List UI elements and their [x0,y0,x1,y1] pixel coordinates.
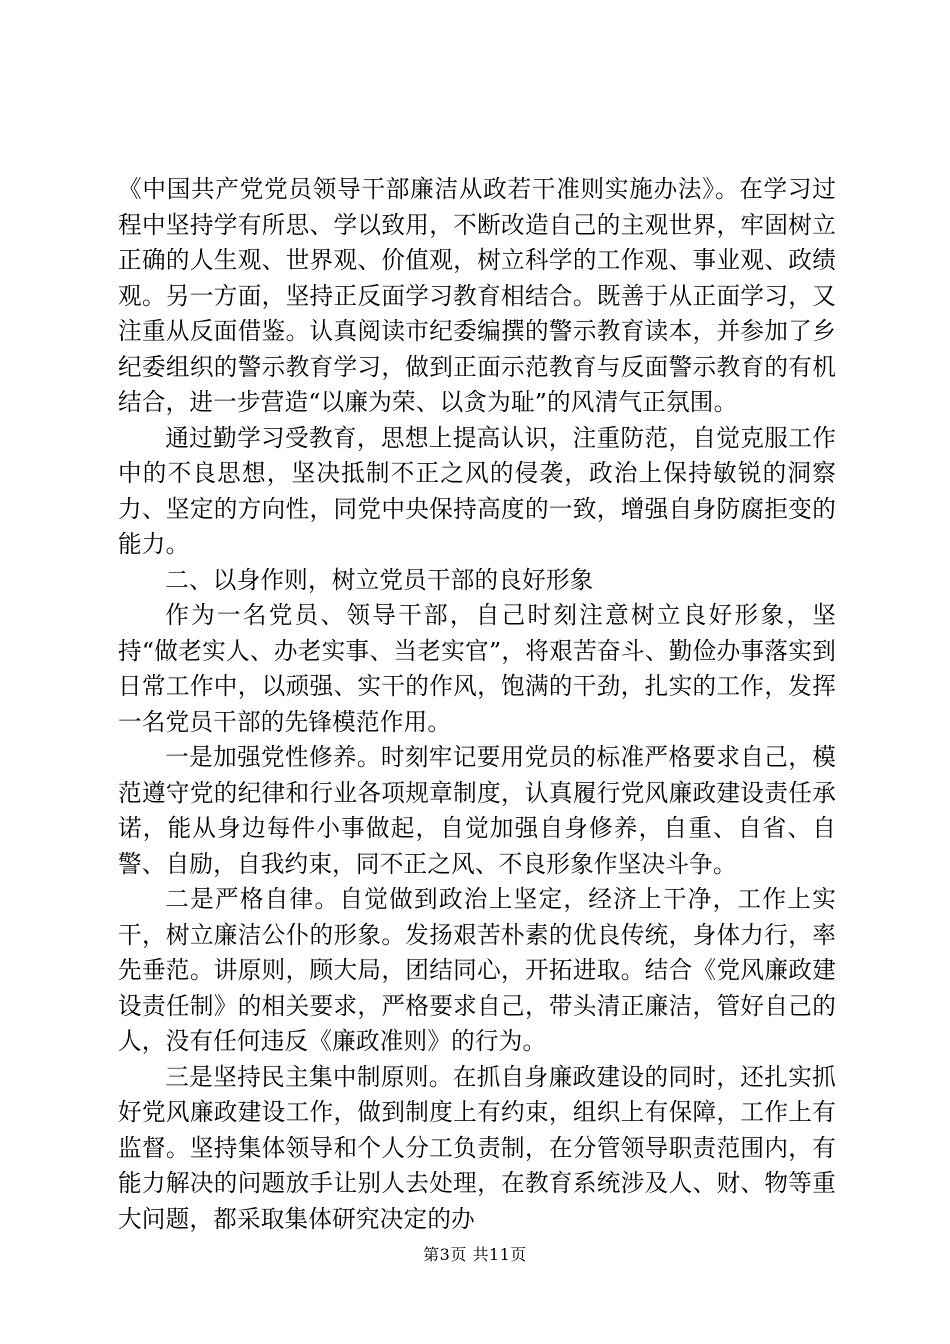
paragraph-2: 通过勤学习受教育，思想上提高认识，注重防范，自觉克服工作中的不良思想，坚决抵制不正之风的侵袭，政治上保持敏锐的洞察力、坚定的方向性，同党中央保持高度的一致，增强自身防腐拒变的能力。 [118,423,836,558]
paragraph-7: 三是坚持民主集中制原则。在抓自身廉政建设的同时，还扎实抓好党风廉政建设工作，做到制度上有约束，组织上有保障，工作上有监督。坚持集体领导和个人分工负责制，在分管领导职责范围内，有能力解决的问题放手让别人去处理，在教育系统涉及人、财、物等重大问题，都采取集体研究决定的办 [118,1062,836,1233]
paragraph-5: 一是加强党性修养。时刻牢记要用党员的标准严格要求自己，模范遵守党的纪律和行业各项规章制度，认真履行党风廉政建设责任承诺，能从身边每件小事做起，自觉加强自身修养，自重、自省、自警、自励，自我约束，同不正之风、不良形象作坚决斗争。 [118,743,836,878]
document-body [118,172,836,1237]
paragraph-1: 《中国共产党党员领导干部廉洁从政若干准则实施办法》。在学习过程中坚持学有所思、学以致用，不断改造自己的主观世界，牢固树立正确的人生观、世界观、价值观，树立科学的工作观、事业观、政绩观。另一方面，坚持正反面学习教育相结合。既善于从正面学习，又注重从反面借鉴。认真阅读市纪委编撰的警示教育读本，并参加了乡纪委组织的警示教育学习，做到正面示范教育与反面警示教育的有机结合，进一步营造“以廉为荣、以贪为耻”的风清气正氛围。 [118,175,836,416]
page-footer [0,1244,950,1266]
section-heading-2: 二、以身作则，树立党员干部的良好形象 [165,565,594,594]
paragraph-4: 作为一名党员、领导干部，自己时刻注意树立良好形象，坚持“做老实人、办老实事、当老实官”，将艰苦奋斗、勤俭办事落实到日常工作中，以顽强、实干的作风，饱满的干劲，扎实的工作，发挥一名党员干部的先锋模范作用。 [118,601,836,736]
paragraph-6: 二是严格自律。自觉做到政治上坚定，经济上干净，工作上实干，树立廉洁公仆的形象。发扬艰苦朴素的优良传统，身体力行，率先垂范。讲原则，顾大局，团结同心，开拓进取。结合《党风廉政建设责任制》的相关要求，严格要求自己，带头清正廉洁，管好自己的人，没有任何违反《廉政准则》的行为。 [118,885,836,1055]
page-number-label: 第3页 共11页 [423,1245,527,1264]
